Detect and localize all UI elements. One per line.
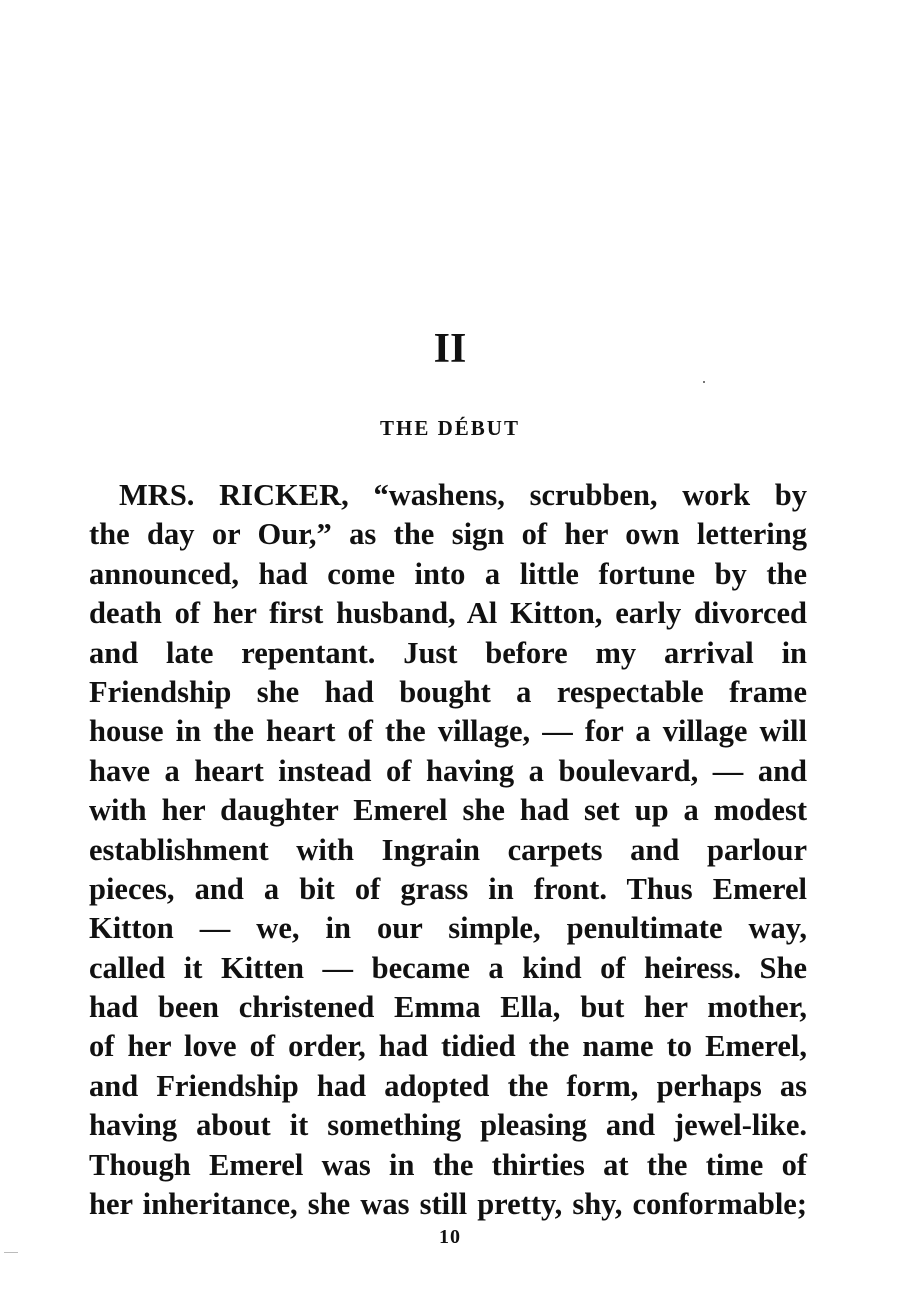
print-speck: [703, 381, 705, 383]
text-line: death of her first husband, Al Kitton, early divorced: [89, 596, 807, 631]
text-line: announced, had come into a little fortune by the: [89, 556, 807, 591]
print-speck: [4, 1252, 18, 1253]
text-line: of her love of order, had tidied the name to Emerel,: [89, 1029, 807, 1064]
chapter-title: THE DÉBUT: [380, 416, 520, 440]
text-line: have a heart instead of having a boulevard, — and: [89, 753, 807, 788]
text-line: Friendship she had bought a respectable frame: [89, 674, 807, 709]
text-line: the day or Our,” as the sign of her own lettering: [89, 517, 807, 552]
text-line: had been christened Emma Ella, but her mother,: [89, 990, 807, 1025]
text-line: and Friendship had adopted the form, perhaps as: [89, 1068, 807, 1103]
text-line: and late repentant. Just before my arrival in: [89, 635, 807, 670]
text-line: having about it something pleasing and jewel-like.: [89, 1108, 807, 1143]
body-text: [89, 476, 807, 1224]
text-line: her inheritance, she was still pretty, shy, conformable;: [89, 1187, 807, 1222]
text-line: pieces, and a bit of grass in front. Thus Emerel: [89, 871, 807, 906]
text-line: Though Emerel was in the thirties at the time of: [89, 1147, 807, 1182]
page-number: 10: [439, 1226, 461, 1248]
text-line: called it Kitten — became a kind of heiress. She: [89, 950, 807, 985]
text-line: establishment with Ingrain carpets and parlour: [89, 832, 807, 867]
text-line: house in the heart of the village, — for a village will: [89, 714, 807, 749]
text-line: with her daughter Emerel she had set up a modest: [89, 793, 807, 828]
chapter-number: II: [433, 326, 467, 372]
text-line: MRS. RICKER, “washens, scrubben, work by: [119, 478, 807, 512]
text-line: Kitton — we, in our simple, penultimate way,: [89, 911, 807, 946]
